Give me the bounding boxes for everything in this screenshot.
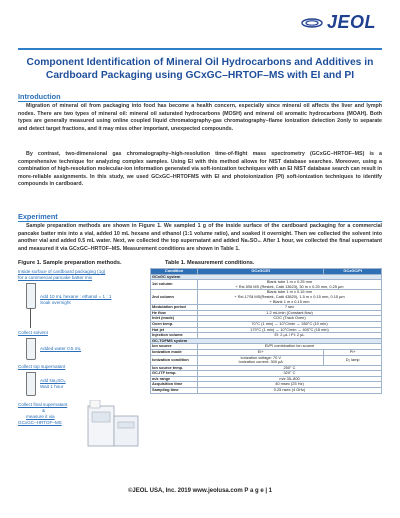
- table-cell-value: 320° C: [198, 371, 382, 377]
- table-cell-value: m/z 35–800: [198, 376, 382, 382]
- step-1a: Add 10 mL hexane : ethanol = 1 : 1: [40, 294, 112, 299]
- table-row-label: GCxGC system: [151, 274, 382, 280]
- table-cell-ei: Ionization voltage: 70 V Ionization current: 300 µA: [198, 355, 324, 365]
- step-1b: Soak overnight: [40, 300, 71, 305]
- page-title: [18, 56, 382, 82]
- table-row: [151, 355, 382, 365]
- step-6a: Collect final supernatant: [18, 402, 68, 407]
- figure-intro-a: Inside surface of cardboard packaging (1g): [18, 269, 106, 274]
- title-line-1: Component Identification of Mineral Oil Hydrocarbons and Additives in: [26, 57, 374, 68]
- vial-icon-3: [26, 372, 36, 396]
- table-cell-value: 250° C: [198, 365, 382, 371]
- table-row: [151, 388, 382, 394]
- step-6d: GCxGC–HRTOF–MS: [18, 420, 62, 425]
- table-row-label: 2nd column: [151, 290, 198, 305]
- table-row-label: He flow: [151, 310, 198, 316]
- table-row-label: Modulation period: [151, 305, 198, 311]
- page-footer: ©JEOL USA, Inc. 2019 www.jeolusa.com P a g e | 1: [127, 488, 273, 494]
- figure-title: Figure 1. Sample preparation methods.: [18, 260, 122, 266]
- table-cell-value: 40 msec (25 Hz): [198, 382, 382, 388]
- experiment-heading: Experiment: [18, 212, 58, 221]
- intro-heading: Introduction: [18, 92, 61, 101]
- table-row: [151, 290, 382, 305]
- table-cell-value: 70°C (1 min) → 10°C/min → 350°C (10 min): [198, 321, 382, 327]
- jeol-logo: [301, 12, 376, 33]
- table-row-label: Ion source temp.: [151, 365, 198, 371]
- intro-paragraph-1: Migration of mineral oil from packaging into food has become a health concern, especially since mineral oil affects the liver and lymph nodes. There are two types of mineral oil: mineral oil saturated hydrocarbons (MOSH) and mineral oil aromatic hydrocarbons (MOAH). Both types are generally measured using online coupled liquid chromatography-gas chromatography–flame ionization detection 2only to separate and detect target fractions, and it may miss other important, unexpected compounds.: [18, 103, 382, 132]
- table-row-label: m/z range: [151, 376, 198, 382]
- table-cell-value: 0.25 nsec (4 GHz): [198, 388, 382, 394]
- table-row-label: Hot jet: [151, 327, 198, 333]
- table-row-label: Ionization mode: [151, 349, 198, 355]
- step-5a: Add Na₂SO₄: [40, 378, 66, 383]
- vial-icon: [26, 283, 36, 309]
- table-cell-pi: D₂ lamp: [324, 355, 382, 365]
- intro-heading-rule: [18, 101, 382, 102]
- table-row-label: Sampling time: [151, 388, 198, 394]
- vial-icon-2: [26, 338, 36, 360]
- figure-intro-b: for a commercial pancake batter mix: [18, 275, 93, 280]
- table-cell-value: Blank tube 1 m x 0.25 mm + Rxi-5Sil MS (Restek, Cat# 13623), 30 m x 0.25 mm, 0.25 µm: [198, 280, 382, 290]
- table-cell-value: Blank tube 1 m x 0.15 mm + Rxi-17Sil MS(Restek, Cat# 43820), 1.5 m x 0.15 mm, 0.15 µm + Blank 1 m x 0.15 mm: [198, 290, 382, 305]
- header-pi: GCxGC/PI: [324, 269, 382, 275]
- step-3: Added water 0.5 mL: [40, 346, 82, 351]
- logo-text: JEOL: [326, 12, 376, 32]
- table-row-label: Inlet (mode): [151, 316, 198, 322]
- step-4: Collect top supernatant: [18, 364, 66, 369]
- header-divider: [18, 48, 382, 50]
- table-cell-value: EI: 2 µL / PI: 2 µL: [198, 333, 382, 339]
- title-line-2: Cardboard Packaging using GCxGC–HRTOF–MS with EI and PI: [45, 70, 355, 81]
- table-row: [151, 280, 382, 290]
- step-6c: measure it via: [26, 414, 55, 419]
- step-2: Collect solvent: [18, 330, 48, 335]
- table-cell-ei: EI+: [198, 349, 324, 355]
- page-header: [0, 0, 400, 40]
- table-row-label: Injection volume: [151, 333, 198, 339]
- step-6b: &: [42, 408, 46, 413]
- measurement-table: [150, 268, 382, 394]
- step-5b: Wait 1 hour: [40, 384, 64, 389]
- table-row-label: Acquisition time: [151, 382, 198, 388]
- conditions-table: [150, 268, 382, 394]
- table-cell-value: 170°C (1 min) → 10°C/min → 400°C (15 min): [198, 327, 382, 333]
- intro-paragraph-2: By contrast, two-dimensional gas chromatography–high-resolution time-of-flight mass spectrometry (GCxGC–HRTOF–MS) is a comprehensive technique for analyzing complex samples. Using EI with this method allows for NIST database searches. Moreover, using a combination of high-resolution molecular-ion information generated via soft-ionization techniques with an EI NIST database search can result in more-reliable assignments. In this study, we used GCxGC–HRTOFMS with EI and photoionization (PI) soft-ionization techniques to identify compounds in cardboard.: [18, 151, 382, 187]
- table-cell-value: 7 sec: [198, 305, 382, 311]
- figure-1: [18, 260, 146, 475]
- table-row-label: GC-ITF temp.: [151, 371, 198, 377]
- jeol-logo-mark-icon: [301, 17, 323, 29]
- table-title: Table 1. Measurement conditions.: [165, 260, 255, 266]
- instrument-icon: [86, 400, 142, 452]
- header-condition: Condition: [151, 269, 198, 275]
- table-cell-value: COC (Track Oven): [198, 316, 382, 322]
- table-cell-value: 1.2 mL/min (Constant flow): [198, 310, 382, 316]
- header-ei: GCxGC/EI: [198, 269, 324, 275]
- table-row-label: Ion source: [151, 344, 198, 350]
- table-row-label: Ionization condition: [151, 355, 198, 365]
- table-cell-value: EI/PI combination ion source: [198, 344, 382, 350]
- experiment-paragraph: Sample preparation methods are shown in Figure 1. We sampled 1 g of the inside surface of the cardboard packaging for a commercial pancake batter mix into a vial, added 10 mL hexane and ethanol (1:1 volume ratio), and soaked it overnight. Then we collected the solvent into another vial and added 0.5 mL water. Next, we collected the top supernatant and added Na₂SO₄. After 1 hour, we collected the final supernatant and measured it via GCxGC–HRTOF–MS. Measurement conditions are shown in Table 1.: [18, 223, 382, 252]
- table-cell-pi: PI+: [324, 349, 382, 355]
- table-row-label: 1st column: [151, 280, 198, 290]
- table-row-label: GC-TOFMS system: [151, 338, 382, 344]
- table-row-label: Oven temp.: [151, 321, 198, 327]
- experiment-heading-rule: [18, 221, 382, 222]
- flow-arrow: [30, 308, 31, 328]
